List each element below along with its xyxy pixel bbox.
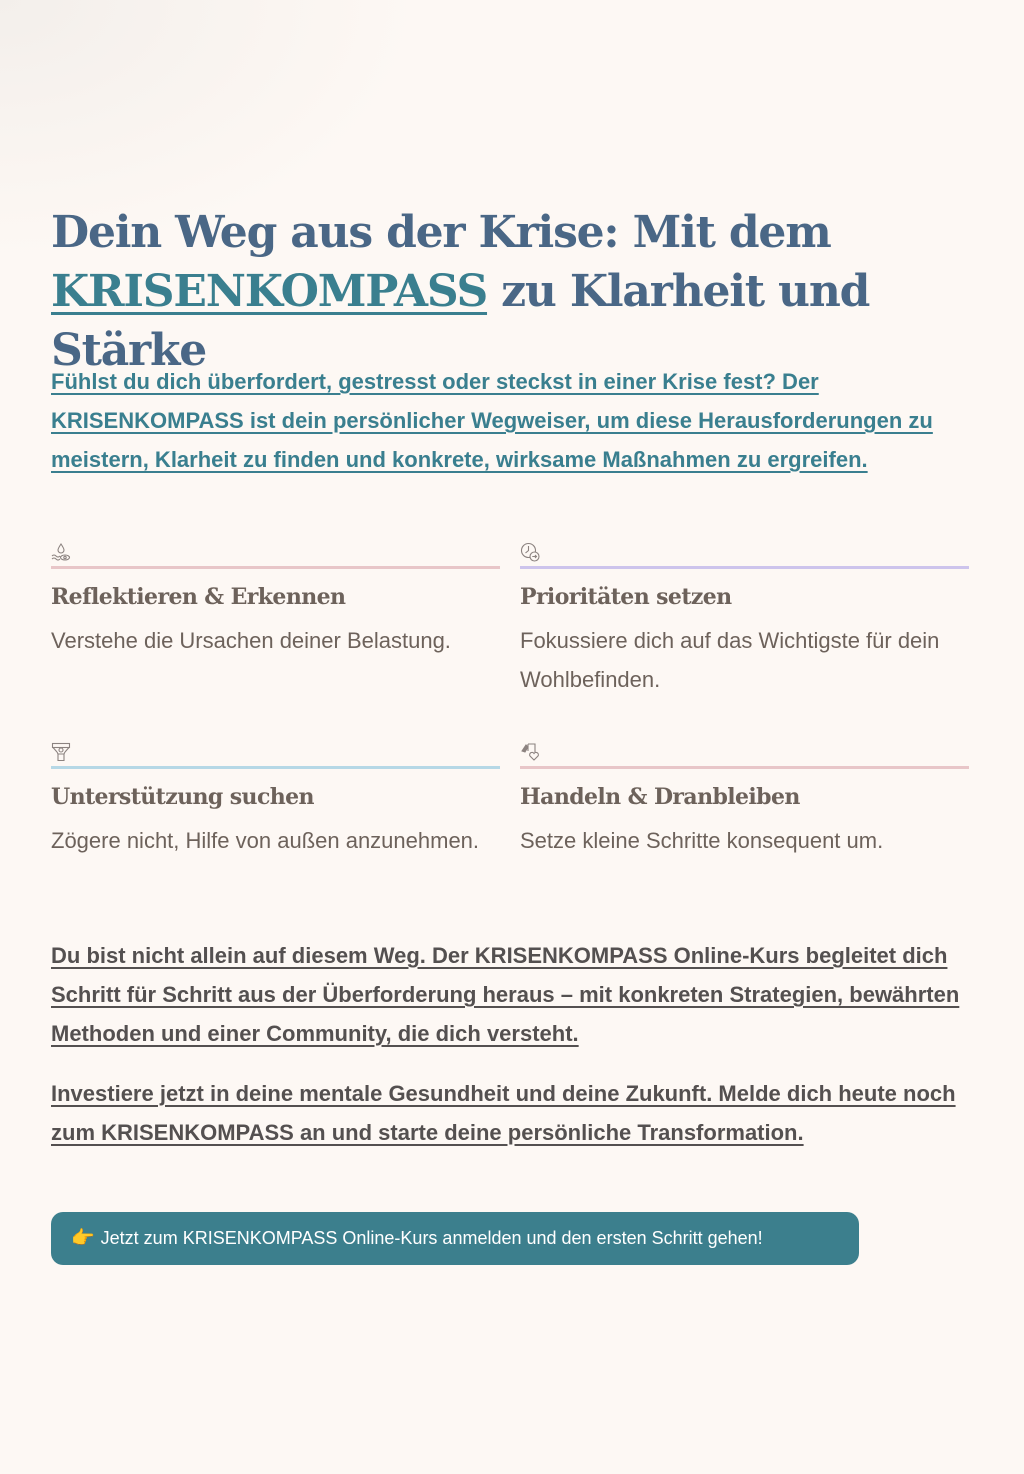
signup-cta-button[interactable] <box>51 1212 859 1265</box>
headline-line-2: zu Klarheit und Stärke <box>51 266 870 376</box>
feature-handeln <box>520 736 969 906</box>
feature-title: Reflektieren & Erkennen <box>51 584 346 610</box>
feature-grid <box>51 536 969 906</box>
feature-title: Unterstützung suchen <box>51 784 314 810</box>
feature-text: Fokussiere dich auf das Wichtigste für dein Wohlbefinden. <box>520 628 940 692</box>
hand-heart-icon <box>520 742 540 762</box>
pointing-hand-icon: 👉 <box>71 1228 95 1249</box>
invest-paragraph[interactable]: Investiere jetzt in deine mentale Gesundheit und deine Zukunft. Melde dich heute noch zum KRISENKOMPASS an und starte deine persönliche Transformation. <box>51 1081 956 1145</box>
feature-divider <box>51 766 500 769</box>
feature-title: Handeln & Dranbleiben <box>520 784 800 810</box>
headline-line-1: Dein Weg aus der Krise: Mit dem <box>51 207 831 258</box>
clock-arrow-icon <box>520 542 540 562</box>
feature-divider <box>51 566 500 569</box>
signup-cta-label: Jetzt zum KRISENKOMPASS Online-Kurs anmelden und den ersten Schritt gehen! <box>100 1228 763 1248</box>
person-support-icon <box>51 742 71 762</box>
feature-text: Setze kleine Schritte konsequent um. <box>520 828 884 853</box>
community-paragraph[interactable]: Du bist nicht allein auf diesem Weg. Der KRISENKOMPASS Online-Kurs begleitet dich Schritt für Schritt aus der Überforderung heraus – mit konkreten Strategien, bewährten Methoden und einer Community, die dich versteht. <box>51 943 960 1046</box>
feature-divider <box>520 766 969 769</box>
intro-link-paragraph[interactable]: Fühlst du dich überfordert, gestresst oder steckst in einer Krise fest? Der KRISENKOMPASS ist dein persönlicher Wegweiser, um diese Herausforderungen zu meistern, Klarheit zu finden und konkrete, wirksame Maßnahmen zu ergreifen. <box>51 369 933 472</box>
feature-text: Zögere nicht, Hilfe von außen anzunehmen. <box>51 828 480 853</box>
page-title <box>51 203 981 380</box>
feature-text: Verstehe die Ursachen deiner Belastung. <box>51 628 451 653</box>
feature-divider <box>520 566 969 569</box>
krisenkompass-link[interactable]: KRISENKOMPASS <box>51 266 488 317</box>
feature-title: Prioritäten setzen <box>520 584 732 610</box>
feature-prioritaeten <box>520 536 969 706</box>
feature-unterstuetzung <box>51 736 500 906</box>
feature-reflektieren <box>51 536 500 706</box>
water-drop-eye-icon <box>51 542 71 562</box>
